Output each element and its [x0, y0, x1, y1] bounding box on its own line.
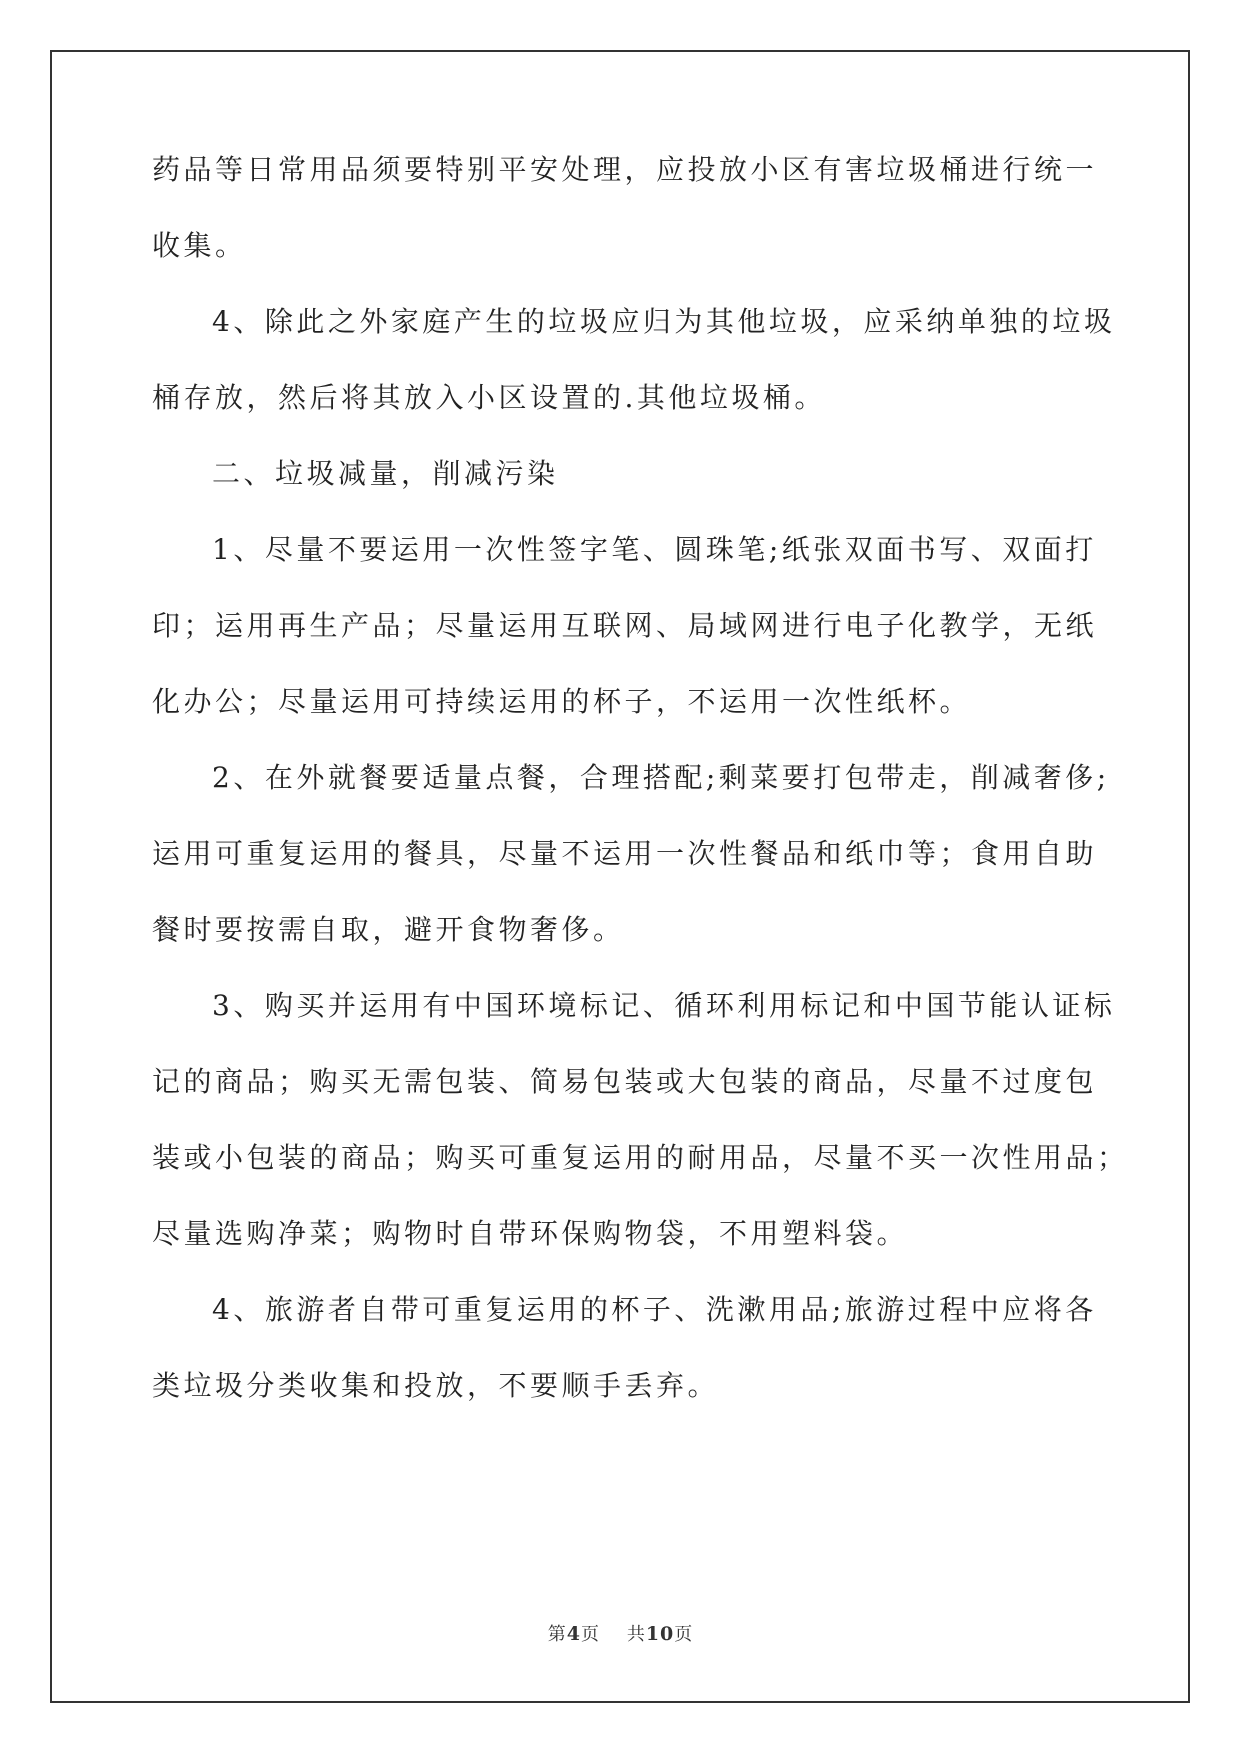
text-line: 药品等日常用品须要特别平安处理，应投放小区有害垃圾桶进行统一: [152, 153, 1098, 186]
text-line: 3、购买并运用有中国环境标记、循环利用标记和中国节能认证标: [212, 989, 1116, 1022]
text-line: 类垃圾分类收集和投放，不要顺手丢弃。: [152, 1369, 720, 1402]
text-line: 餐时要按需自取，避开食物奢侈。: [152, 913, 625, 946]
page-border: [50, 50, 1190, 1703]
section-heading: 二、垃圾减量，削减污染: [212, 457, 559, 490]
text-line: 化办公；尽量运用可持续运用的杯子，不运用一次性纸杯。: [152, 685, 972, 718]
page-number: 4: [566, 1623, 581, 1645]
page-suffix: 页: [580, 1624, 600, 1645]
text-line: 印；运用再生产品；尽量运用互联网、局域网进行电子化教学，无纸: [152, 609, 1098, 642]
text-line: 桶存放，然后将其放入小区设置的.其他垃圾桶。: [152, 381, 826, 414]
text-line: 运用可重复运用的餐具，尽量不运用一次性餐品和纸巾等；食用自助: [152, 837, 1098, 870]
text-line: 4、除此之外家庭产生的垃圾应归为其他垃圾，应采纳单独的垃圾: [212, 305, 1116, 338]
text-line: 收集。: [152, 229, 247, 262]
page-footer: [0, 1620, 1241, 1646]
text-line: 4、旅游者自带可重复运用的杯子、洗漱用品;旅游过程中应将各: [212, 1293, 1097, 1326]
text-line: 2、在外就餐要适量点餐，合理搭配;剩菜要打包带走，削减奢侈;: [212, 761, 1110, 794]
page-prefix: 第: [547, 1624, 567, 1645]
total-prefix: 共: [626, 1624, 646, 1645]
text-line: 1、尽量不要运用一次性签字笔、圆珠笔;纸张双面书写、双面打: [212, 533, 1097, 566]
total-pages: 10: [645, 1623, 675, 1645]
text-line: 记的商品；购买无需包装、简易包装或大包装的商品，尽量不过度包: [152, 1065, 1098, 1098]
total-suffix: 页: [674, 1624, 694, 1645]
text-line: 装或小包装的商品；购买可重复运用的耐用品，尽量不买一次性用品；: [152, 1141, 1129, 1174]
text-line: 尽量选购净菜；购物时自带环保购物袋，不用塑料袋。: [152, 1217, 909, 1250]
